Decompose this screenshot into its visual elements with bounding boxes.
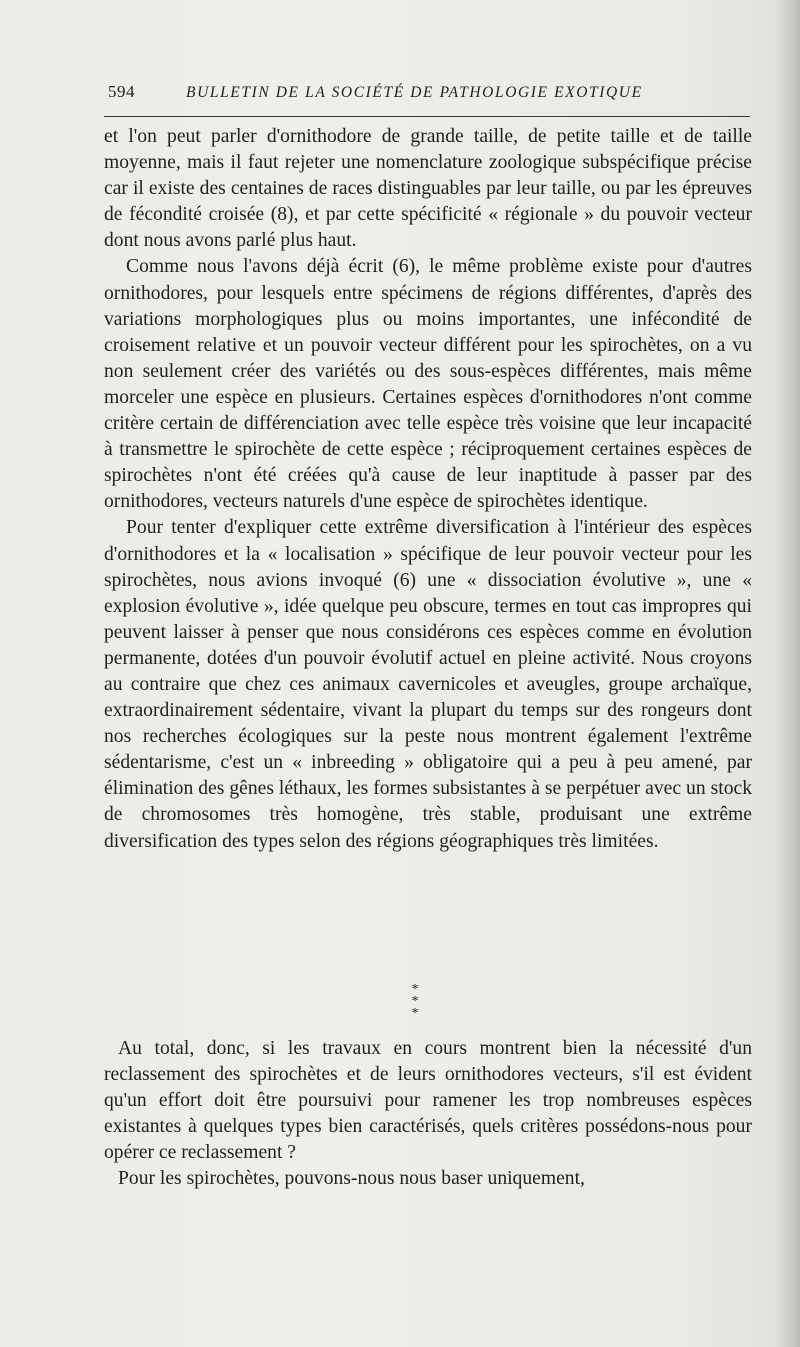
page-number: 594	[108, 82, 135, 101]
running-header	[108, 78, 748, 108]
page-edge-shadow	[774, 0, 800, 1347]
asterism-top: *	[411, 982, 419, 997]
main-text-block	[104, 124, 752, 855]
second-text-block	[104, 1036, 752, 1193]
paragraph-1: et l'on peut parler d'ornithodore de grande taille, de petite taille et de taille moyenne, mais il faut rejeter une nomenclature zoologique subspécifique précise car il existe des centaines de races distinguables par leur taille, ou par les épreuves de fécondité croisée (8), et par cette spécificité « régionale » du pouvoir vecteur dont nous avons parlé plus haut.	[104, 126, 752, 252]
section-asterism	[390, 984, 440, 1020]
paragraph-4: Au total, donc, si les travaux en cours montrent bien la nécessité d'un reclassement des spirochètes et de leurs ornithodores vecteurs, s'il est évident qu'un effort doit être poursuivi pour ramener les trop nombreuses espèces existantes à quelques types bien caractérisés, quels critères possédons-nous pour opérer ce reclassement ?	[104, 1038, 752, 1164]
paragraph-3: Pour tenter d'expliquer cette extrême diversification à l'intérieur des espèces d'ornithodores et la « localisation » spécifique de leur pouvoir vecteur pour les spirochètes, nous avions invoqué (6) une « dissociation évolutive », une « explosion évolutive », idée quelque peu obscure, termes en tout cas impropres qui peuvent laisser à penser que nous considérons ces espèces comme en évolution permanente, dotées d'un pouvoir évolutif actuel en pleine activité. Nous croyons au contraire que chez ces animaux cavernicoles et aveugles, groupe archaïque, extraordinairement sédentaire, vivant la plupart du temps sur des rongeurs dont nos recherches écologiques sur la peste nous montrent également l'extrême sédentarisme, c'est un « inbreeding » obligatoire qui a peu à peu amené, par élimination des gênes léthaux, les formes subsistantes à se perpétuer avec un stock de chromosomes très homogène, très stable, produisant une extrême diversification des types selon des régions géographiques très limitées.	[104, 517, 752, 852]
paragraph-5: Pour les spirochètes, pouvons-nous nous baser uniquement,	[118, 1168, 585, 1190]
asterism-bottom: * *	[411, 994, 429, 1021]
header-rule	[104, 116, 750, 117]
running-title: BULLETIN DE LA SOCIÉTÉ DE PATHOLOGIE EXOTIQUE	[186, 84, 643, 101]
paragraph-2: Comme nous l'avons déjà écrit (6), le même problème existe pour d'autres ornithodores, pour lesquels entre spécimens de régions différentes, d'après des variations morphologiques plus ou moins importantes, une infécondité de croisement relative et un pouvoir vecteur différent pour les spirochètes, on a vu non seulement créer des variétés ou des sous-espèces différentes, mais même morceler une espèce en plusieurs. Certaines espèces d'ornithodores n'ont comme critère certain de différenciation avec telle espèce très voisine que leur incapacité à transmettre le spirochète de cette espèce ; réciproquement certaines espèces de spirochètes n'ont été créées qu'à cause de leur inaptitude à passer par des ornithodores, vecteurs naturels d'une espèce de spirochètes identique.	[104, 256, 752, 513]
